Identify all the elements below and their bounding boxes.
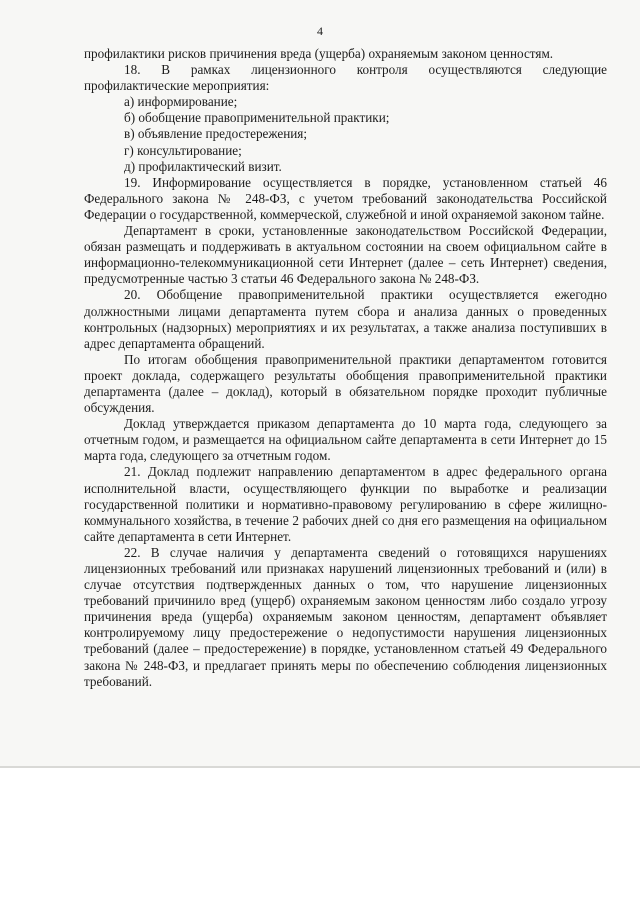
paragraph-continuation: профилактики рисков причинения вреда (ущерба) охраняемым законом ценностям. — [84, 46, 554, 61]
document-body — [84, 46, 607, 690]
list-item: г) консультирование; — [124, 142, 242, 158]
paragraph-21: 21. Доклад подлежит направлению департаментом в адрес федерального органа исполнительной власти, осуществляющего функции по выработке и реализации государственной политики и нормативно-правовому регулированию в сфере жилищно-коммунального хозяйства, в течение 2 рабочих дней со дня его размещения на официальном сайте департамента в сети Интернет. — [84, 464, 607, 544]
list-item: в) объявление предостережения; — [124, 126, 308, 142]
list-item: а) информирование; — [124, 94, 238, 110]
paragraph-20: 20. Обобщение правоприменительной практики осуществляется ежегодно должностными лицами департамента путем сбора и анализа данных о проведенных контрольных (надзорных) мероприятиях и их результатах, а также анализа поступивших в адрес департамента обращений. — [84, 287, 607, 351]
paragraph-18: 18. В рамках лицензионного контроля осуществляются следующие профилактические мероприятия: — [84, 62, 607, 94]
paragraph-20-report: По итогам обобщения правоприменительной практики департаментом готовится проект доклада, содержащего результаты обобщения правоприменительной практики департамента (далее – доклад), который в обязательном порядке проходит публичные обсуждения. — [84, 351, 607, 416]
list-item: б) обобщение правоприменительной практики; — [124, 110, 390, 126]
paragraph-20-approval: Доклад утверждается приказом департамента до 10 марта года, следующего за отчетным годом, и размещается на официальном сайте департамента в сети Интернет до 15 марта года, следующего за отчетным годом. — [84, 416, 607, 464]
paragraph-22: 22. В случае наличия у департамента сведений о готовящихся нарушениях лицензионных требований или признаках нарушений лицензионных требований и (или) в случае отсутствия подтвержденных данных о том, что нарушение лицензионных требований причинило вред (ущерб) охраняемым законом ценностям либо создало угрозу причинения вреда (ущерба) охраняемым законом ценностям, департамент объявляет контролируемому лицу предостережение о недопустимости нарушения лицензионных требований (далее – предостережение) в порядке, установленном статьей 49 Федерального закона № 248-ФЗ, и предлагает принять меры по обеспечению соблюдения лицензионных требований. — [84, 544, 607, 689]
list-item: д) профилактический визит. — [124, 158, 282, 174]
page-number: 4 — [317, 24, 323, 38]
measures-list — [84, 94, 607, 174]
paragraph-19: 19. Информирование осуществляется в порядке, установленном статьей 46 Федерального закона № 248-ФЗ, с учетом требований законодательства Российской Федерации о государственной, коммерческой, служебной и иной охраняемой законом тайне. — [84, 174, 607, 222]
page-edge — [0, 766, 640, 768]
paragraph-19-website: Департамент в сроки, установленные законодательством Российской Федерации, обязан размещать и поддерживать в актуальном состоянии на своем официальном сайте в информационно-телекоммуникационной сети Интернет (далее – сеть Интернет) сведения, предусмотренные частью 3 статьи 46 Федерального закона № 248-ФЗ. — [84, 223, 607, 287]
